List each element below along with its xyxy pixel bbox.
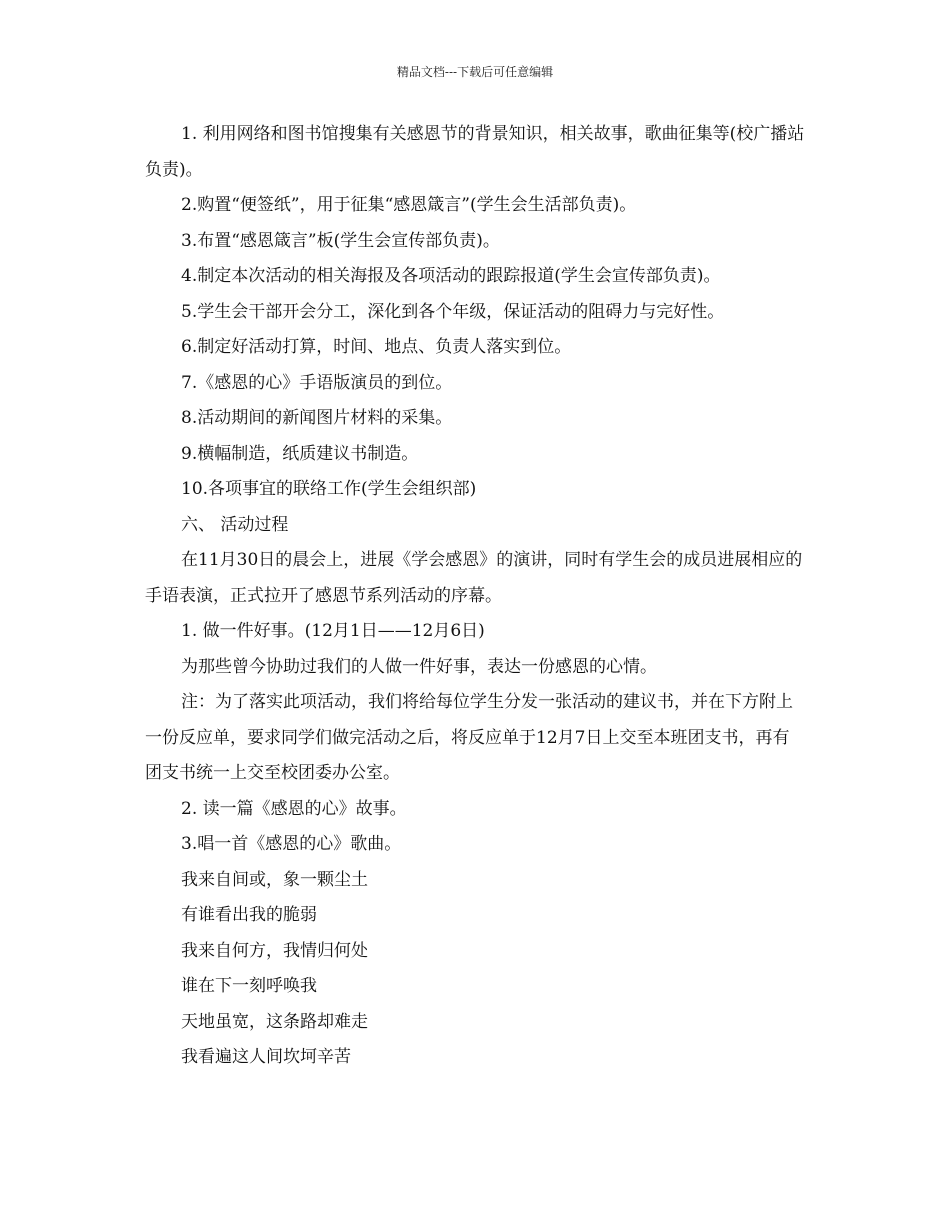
paragraph: 10.各项事宜的联络工作(学生会组织部) (181, 479, 477, 499)
lyric-line: 有谁看出我的脆弱 (181, 905, 317, 925)
paragraph: 3.布置“感恩箴言”板(学生会宣传部负责)。 (181, 230, 500, 251)
paragraph: 为那些曾今协助过我们的人做一件好事，表达一份感恩的心情。 (181, 656, 657, 677)
document-body (145, 117, 805, 1076)
paragraph: 3.唱一首《感恩的心》歌曲。 (181, 834, 402, 854)
paragraph: 4.制定本次活动的相关海报及各项活动的跟踪报道(学生会宣传部负责)。 (181, 266, 721, 286)
paragraph: 注：为了落实此项活动，我们将给每位学生分发一张活动的建议书，并在下方附上一份反应单，要求同学们做完活动之后，将反应单于12月7日上交至本班团支书，再有团支书统一上交至校团委办公室。 (145, 692, 793, 783)
lyric-line: 我看遍这人间坎坷辛苦 (181, 1047, 351, 1067)
paragraph: 7.《感恩的心》手语版演员的到位。 (181, 372, 453, 393)
paragraph: 8.活动期间的新闻图片材料的采集。 (181, 408, 453, 428)
paragraph: 在11月30日的晨会上，进展《学会感恩》的演讲，同时有学生会的成员进展相应的手语表演，正式拉开了感恩节系列活动的序幕。 (145, 550, 803, 606)
paragraph: 5.学生会干部开会分工，深化到各个年级，保证活动的阻碍力与完好性。 (181, 301, 725, 322)
paragraph: 2. 读一篇《感恩的心》故事。 (181, 798, 407, 819)
lyric-line: 谁在下一刻呼唤我 (181, 976, 317, 996)
paragraph: 9.横幅制造，纸质建议书制造。 (181, 443, 419, 464)
page-header: 精品文档---下载后可任意编辑 (396, 65, 554, 79)
lyric-line: 我来自何方，我情归何处 (181, 940, 368, 961)
paragraph: 2.购置“便签纸”，用于征集“感恩箴言”(学生会生活部负责)。 (181, 195, 637, 215)
paragraph: 6.制定好活动打算，时间、地点、负责人落实到位。 (181, 337, 572, 357)
paragraph: 1. 做一件好事。(12月1日——12月6日) (181, 621, 485, 641)
lyric-line: 天地虽宽，这条路却难走 (181, 1011, 368, 1032)
paragraph: 1. 利用网络和图书馆搜集有关感恩节的背景知识，相关故事，歌曲征集等(校广播站负责)。 (145, 124, 805, 180)
section-heading: 六、 活动过程 (181, 514, 289, 535)
lyric-line: 我来自间或，象一颗尘土 (181, 869, 368, 890)
